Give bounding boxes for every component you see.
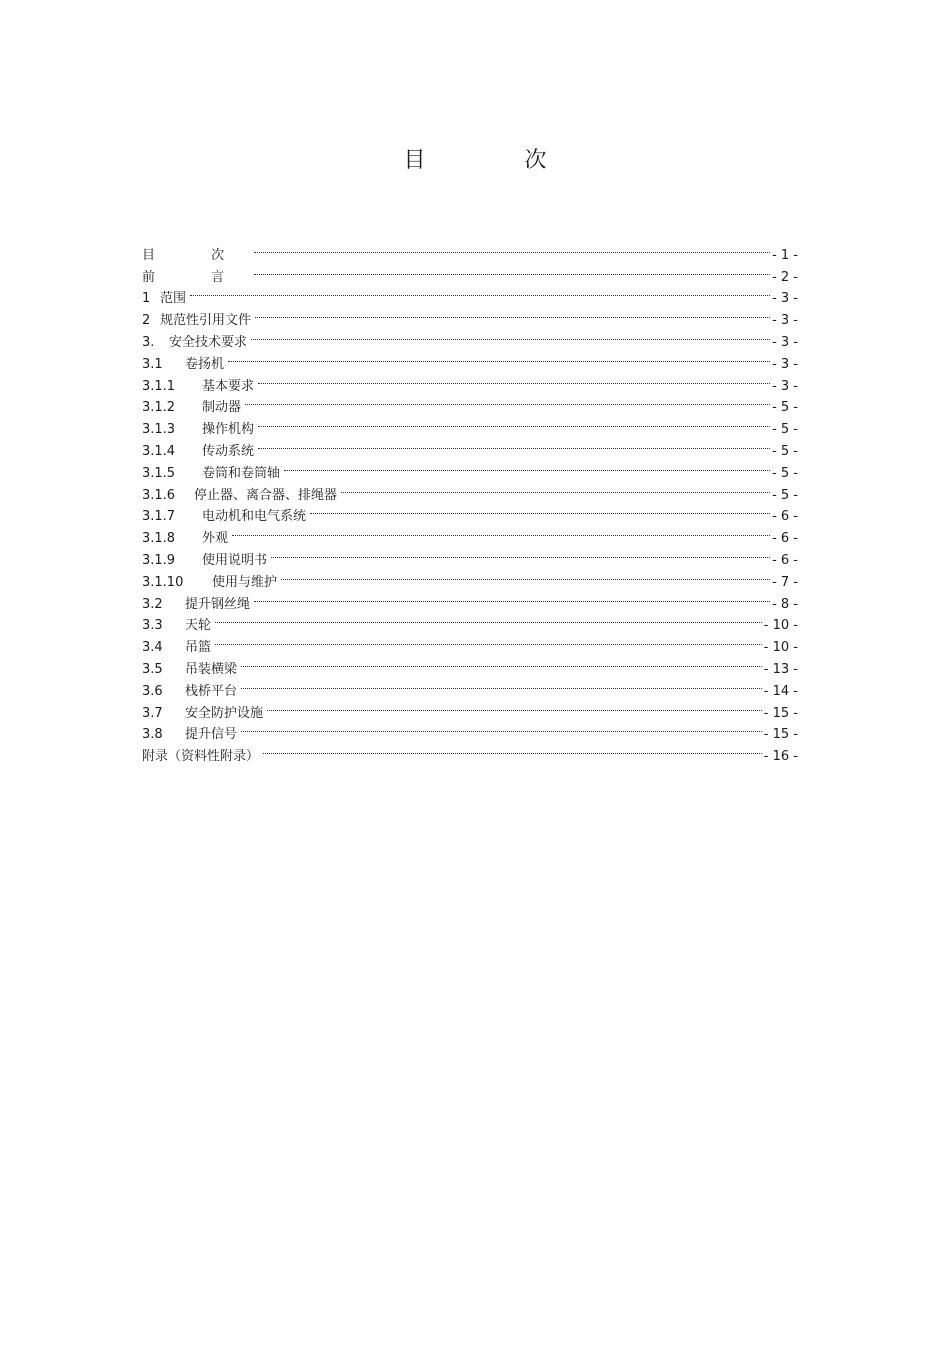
toc-entry[interactable] xyxy=(142,368,798,394)
toc-entry-page: - 13 - xyxy=(763,661,798,677)
toc-entry[interactable] xyxy=(142,695,798,721)
toc-entry[interactable] xyxy=(142,651,798,677)
toc-entry-label: 范围 xyxy=(160,291,187,307)
toc-entry-number: 1 xyxy=(142,291,151,307)
toc-entry[interactable] xyxy=(142,629,798,656)
toc-entry-label: 电动机和电气系统 xyxy=(202,509,307,525)
toc-entry-page: - 3 - xyxy=(772,334,798,350)
toc-dot-leader xyxy=(241,673,762,695)
toc-dot-leader xyxy=(254,237,770,259)
toc-entry[interactable] xyxy=(142,281,798,307)
toc-entry-page: - 10 - xyxy=(763,618,798,634)
toc-entry-number: 3.2 xyxy=(142,596,163,612)
toc-entry-label: 操作机构 xyxy=(202,422,255,438)
toc-entry-page: - 3 - xyxy=(772,291,798,307)
toc-entry[interactable] xyxy=(142,608,798,634)
toc-entry-page: - 3 - xyxy=(772,313,798,329)
page-title: 目 次 xyxy=(403,148,593,173)
toc-entry-number: 3.1.4 xyxy=(142,443,176,459)
toc-dot-leader xyxy=(255,302,770,324)
toc-entry-number: 3.6 xyxy=(142,683,163,699)
toc-dot-leader xyxy=(281,564,770,586)
toc-entry-page: - 15 - xyxy=(763,705,798,721)
toc-entry-label: 使用与维护 xyxy=(212,574,278,590)
toc-entry-label: 使用说明书 xyxy=(202,552,268,568)
toc-entry-label: 提升信号 xyxy=(185,727,238,743)
toc-entry-label: 规范性引用文件 xyxy=(160,313,252,329)
toc-entry-label: 卷扬机 xyxy=(185,356,225,372)
toc-entry-label: 卷筒和卷筒轴 xyxy=(202,465,281,481)
toc-entry-label: 提升钢丝绳 xyxy=(185,596,251,612)
toc-entry-page: - 5 - xyxy=(772,400,798,416)
toc-dot-leader xyxy=(254,259,770,281)
toc-entry-page: - 6 - xyxy=(772,509,798,525)
toc-entry-page: - 1 - xyxy=(772,247,798,263)
toc-entry-page: - 14 - xyxy=(763,683,798,699)
toc-entry-page: - 2 - xyxy=(772,269,798,285)
toc-entry-label: 安全防护设施 xyxy=(185,705,264,721)
toc-entry[interactable] xyxy=(142,738,798,765)
toc-entry-number: 3. xyxy=(142,334,155,350)
toc-dot-leader xyxy=(258,433,770,455)
toc-entry-label: 天轮 xyxy=(185,618,212,634)
toc-entry-label: 吊装横梁 xyxy=(185,661,238,677)
toc-dot-leader xyxy=(263,738,762,760)
toc-dot-leader xyxy=(190,281,770,303)
toc-entry-number: 3.1.2 xyxy=(142,400,176,416)
toc-entry-number: 2 xyxy=(142,313,151,329)
toc-dot-leader xyxy=(241,651,762,673)
toc-entry-number: 3.1.10 xyxy=(142,574,184,590)
toc-entry-page: - 5 - xyxy=(772,465,798,481)
toc-dot-leader xyxy=(310,499,770,521)
toc-dot-leader xyxy=(271,542,770,564)
toc-entry-label: 附录（资料性附录） xyxy=(142,749,260,765)
toc-entry-page: - 6 - xyxy=(772,552,798,568)
toc-entry-page: - 5 - xyxy=(772,422,798,438)
toc-entry-label: 吊篮 xyxy=(185,640,212,656)
toc-entry-page: - 5 - xyxy=(772,487,798,503)
toc-entry-number: 3.1 xyxy=(142,356,163,372)
toc-entry-number: 3.4 xyxy=(142,640,163,656)
toc-entry-page: - 10 - xyxy=(763,640,798,656)
toc-dot-leader xyxy=(254,586,770,608)
toc-dot-leader xyxy=(251,324,770,346)
toc-entry-number: 3.1.1 xyxy=(142,378,176,394)
toc-entry-label: 制动器 xyxy=(202,400,242,416)
toc-entry[interactable] xyxy=(142,237,798,263)
table-of-contents xyxy=(142,237,798,765)
toc-entry[interactable] xyxy=(142,520,798,547)
toc-entry-number: 3.8 xyxy=(142,727,163,743)
toc-entry[interactable] xyxy=(142,673,798,699)
toc-entry-label: 外观 xyxy=(202,531,229,547)
toc-dot-leader xyxy=(258,411,770,433)
toc-entry-page: - 3 - xyxy=(772,356,798,372)
toc-entry-number: 3.3 xyxy=(142,618,163,634)
toc-entry-number: 3.7 xyxy=(142,705,163,721)
toc-entry-label: 栈桥平台 xyxy=(185,683,238,699)
toc-entry-number: 3.1.3 xyxy=(142,422,176,438)
toc-entry-label: 基本要求 xyxy=(202,378,255,394)
toc-entry-page: - 3 - xyxy=(772,378,798,394)
toc-entry-label: 前 言 xyxy=(142,269,251,285)
toc-entry-number: 3.5 xyxy=(142,661,163,677)
toc-entry[interactable] xyxy=(142,717,798,743)
toc-dot-leader xyxy=(267,695,762,717)
toc-entry-number: 3.1.8 xyxy=(142,531,176,547)
toc-entry[interactable] xyxy=(142,346,798,372)
toc-entry-page: - 8 - xyxy=(772,596,798,612)
toc-entry-page: - 15 - xyxy=(763,727,798,743)
toc-dot-leader xyxy=(245,390,770,412)
toc-entry-label: 安全技术要求 xyxy=(169,334,248,350)
toc-entry-number: 3.1.9 xyxy=(142,552,176,568)
toc-entry-label: 传动系统 xyxy=(202,443,255,459)
toc-dot-leader xyxy=(241,717,762,739)
toc-entry[interactable] xyxy=(142,302,798,329)
toc-entry-label: 停止器、离合器、排绳器 xyxy=(194,487,338,503)
toc-entry-number: 3.1.6 xyxy=(142,487,176,503)
toc-entry-page: - 16 - xyxy=(763,749,798,765)
toc-dot-leader xyxy=(215,608,762,630)
toc-dot-leader xyxy=(232,520,770,542)
toc-entry[interactable] xyxy=(142,542,798,568)
toc-entry-page: - 7 - xyxy=(772,574,798,590)
toc-dot-leader xyxy=(284,455,770,477)
toc-entry-page: - 5 - xyxy=(772,443,798,459)
toc-dot-leader xyxy=(341,477,770,499)
toc-dot-leader xyxy=(215,629,762,651)
toc-entry-number: 3.1.5 xyxy=(142,465,176,481)
toc-dot-leader xyxy=(228,346,770,368)
toc-entry-number: 3.1.7 xyxy=(142,509,176,525)
toc-dot-leader xyxy=(258,368,770,390)
toc-entry-label: 目 次 xyxy=(142,247,251,263)
toc-entry-page: - 6 - xyxy=(772,531,798,547)
